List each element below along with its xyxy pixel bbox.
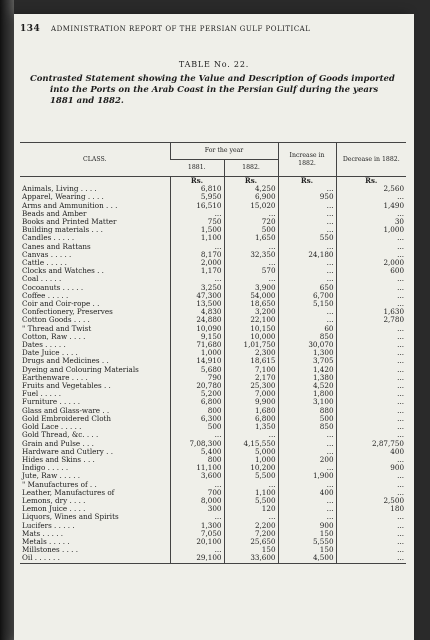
table-row <box>20 308 406 316</box>
value-1881-cell: 7,08,300 <box>170 440 224 448</box>
class-cell: Gold Embroidered Cloth <box>22 414 112 423</box>
decrease-cell: ... <box>336 292 406 300</box>
value-1882-cell: ... <box>224 259 278 267</box>
value-1881-cell: 300 <box>170 505 224 513</box>
class-cell: Cotton Goods . . . . <box>22 316 90 325</box>
class-cell: Jute, Raw . . . . . <box>22 472 81 481</box>
class-cell: Liquors, Wines and Spirits <box>22 513 119 522</box>
value-1881-cell: ... <box>170 243 224 251</box>
value-1882-cell: 22,100 <box>224 316 278 324</box>
value-1882-cell: ... <box>224 210 278 218</box>
table-row <box>20 497 406 505</box>
increase-cell: 1,300 <box>278 349 336 357</box>
increase-cell: ... <box>278 275 336 283</box>
decrease-cell: ... <box>336 349 406 357</box>
value-1881-cell: 29,100 <box>170 554 224 563</box>
col-header-class: CLASS. <box>20 143 170 177</box>
increase-cell: 30,070 <box>278 341 336 349</box>
decrease-cell: ... <box>336 538 406 546</box>
value-1881-cell: 700 <box>170 489 224 497</box>
value-1881-cell: ... <box>170 431 224 439</box>
value-1881-cell: 16,510 <box>170 202 224 210</box>
value-1882-cell: 1,650 <box>224 234 278 242</box>
increase-cell: ... <box>278 210 336 218</box>
increase-cell: 850 <box>278 423 336 431</box>
decrease-cell: ... <box>336 423 406 431</box>
value-1882-cell: 720 <box>224 218 278 226</box>
class-cell: Animals, Living . . . . <box>22 185 97 194</box>
value-1881-cell: 1,000 <box>170 349 224 357</box>
table-row <box>20 456 406 464</box>
class-cell: Cattle . . . . . <box>22 259 67 268</box>
table-row <box>20 234 406 242</box>
col-header-decrease: Decrease in 1882. <box>336 143 406 177</box>
increase-cell: 4,520 <box>278 382 336 390</box>
caption-line-2: into the Ports on the Arab Coast in the Persian Gulf during the years <box>50 85 379 95</box>
class-cell: Drugs and Medicines . . <box>22 357 109 366</box>
class-cell: Building materials . . . <box>22 226 103 235</box>
decrease-cell: ... <box>336 398 406 406</box>
value-1882-cell: 570 <box>224 267 278 275</box>
increase-cell: ... <box>278 308 336 316</box>
decrease-cell: ... <box>336 382 406 390</box>
class-cell: Fuel . . . . . <box>22 390 62 399</box>
value-1882-cell: 5,500 <box>224 472 278 480</box>
running-header-text: ADMINISTRATION REPORT OF THE PERSIAN GULF POLITICAL <box>51 25 311 33</box>
class-cell: Gold Lace . . . . . <box>22 423 82 432</box>
decrease-cell: ... <box>336 193 406 201</box>
value-1881-cell: 6,800 <box>170 398 224 406</box>
class-cell: Lemon Juice . . . . <box>22 505 86 514</box>
table-row <box>20 300 406 308</box>
value-1881-cell: 6,300 <box>170 415 224 423</box>
increase-cell: 3,705 <box>278 357 336 365</box>
increase-cell: 850 <box>278 333 336 341</box>
table-row <box>20 390 406 398</box>
document-page <box>14 14 414 640</box>
value-1881-cell: 1,170 <box>170 267 224 275</box>
value-1882-cell: 7,100 <box>224 366 278 374</box>
imports-table <box>20 142 406 564</box>
decrease-cell: ... <box>336 431 406 439</box>
table-row <box>20 259 406 267</box>
value-1882-cell: ... <box>224 243 278 251</box>
unit-cell-decrease: Rs. <box>336 177 406 186</box>
value-1882-cell: 1,01,750 <box>224 341 278 349</box>
value-1882-cell: 10,000 <box>224 333 278 341</box>
table-row <box>20 275 406 283</box>
decrease-cell: ... <box>336 374 406 382</box>
increase-cell: ... <box>278 505 336 513</box>
class-cell: Fruits and Vegetables . . <box>22 382 111 391</box>
decrease-cell: ... <box>336 366 406 374</box>
value-1881-cell: 5,200 <box>170 390 224 398</box>
class-cell: Confectionery, Preserves <box>22 308 113 317</box>
increase-cell: 5,550 <box>278 538 336 546</box>
class-cell: Clocks and Watches . . <box>22 267 104 276</box>
table-row <box>20 284 406 292</box>
value-1881-cell: 71,680 <box>170 341 224 349</box>
col-header-for-the-year: For the year <box>170 143 278 160</box>
value-1881-cell: 790 <box>170 374 224 382</box>
caption-line-3: 1881 and 1882. <box>50 96 124 106</box>
value-1882-cell: 18,615 <box>224 357 278 365</box>
table-row <box>20 210 406 218</box>
value-1881-cell: 750 <box>170 218 224 226</box>
value-1882-cell: ... <box>224 513 278 521</box>
class-cell: Dates . . . . . <box>22 341 66 350</box>
decrease-cell: ... <box>336 210 406 218</box>
value-1881-cell: 1,500 <box>170 226 224 234</box>
table-row <box>20 185 406 193</box>
value-1881-cell: 6,810 <box>170 185 224 193</box>
decrease-cell: ... <box>336 513 406 521</box>
value-1882-cell: 6,900 <box>224 193 278 201</box>
value-1882-cell: 6,800 <box>224 415 278 423</box>
class-cell: Apparel, Wearing . . . . <box>22 193 104 202</box>
decrease-cell: ... <box>336 530 406 538</box>
class-cell: Dyeing and Colouring Materials <box>22 365 139 374</box>
class-cell: Furniture . . . . . <box>22 398 81 407</box>
class-cell: " Thread and Twist <box>22 324 92 333</box>
class-cell: Cotton, Raw . . . . <box>22 332 86 341</box>
decrease-cell: ... <box>336 415 406 423</box>
table-row <box>20 431 406 439</box>
caption-line-1: Contrasted Statement showing the Value and Description of Goods imported <box>30 74 395 84</box>
decrease-cell: ... <box>336 251 406 259</box>
increase-cell: 150 <box>278 546 336 554</box>
table-row <box>20 415 406 423</box>
value-1882-cell: 9,900 <box>224 398 278 406</box>
col-header-1882: 1882. <box>224 160 278 177</box>
value-1881-cell: ... <box>170 275 224 283</box>
class-cell: Leather, Manufactures of <box>22 488 115 497</box>
value-1881-cell: 5,400 <box>170 448 224 456</box>
decrease-cell: ... <box>336 284 406 292</box>
value-1882-cell: 2,170 <box>224 374 278 382</box>
increase-cell: 24,180 <box>278 251 336 259</box>
class-cell: Metals . . . . . <box>22 537 70 546</box>
increase-cell: 6,700 <box>278 292 336 300</box>
increase-cell: 900 <box>278 522 336 530</box>
increase-cell: 4,500 <box>278 554 336 563</box>
decrease-cell: ... <box>336 472 406 480</box>
value-1881-cell: 1,300 <box>170 522 224 530</box>
value-1882-cell: ... <box>224 275 278 283</box>
decrease-cell: ... <box>336 325 406 333</box>
value-1882-cell: 54,000 <box>224 292 278 300</box>
value-1882-cell: 5,500 <box>224 497 278 505</box>
unit-cell-class <box>20 177 170 186</box>
value-1882-cell: 10,200 <box>224 464 278 472</box>
table-row <box>20 481 406 489</box>
table-row <box>20 505 406 513</box>
class-cell: Arms and Ammunition . . . <box>22 201 118 210</box>
table-row <box>20 489 406 497</box>
decrease-cell: ... <box>336 456 406 464</box>
decrease-cell: ... <box>336 481 406 489</box>
table-row <box>20 554 406 563</box>
col-header-1881: 1881. <box>170 160 224 177</box>
decrease-cell: 2,560 <box>336 185 406 193</box>
value-1881-cell: 47,300 <box>170 292 224 300</box>
table-row <box>20 464 406 472</box>
value-1882-cell: 2,300 <box>224 349 278 357</box>
decrease-cell: ... <box>336 357 406 365</box>
decrease-cell: ... <box>336 522 406 530</box>
table-row <box>20 366 406 374</box>
table-row <box>20 546 406 554</box>
col-header-increase: Increase in 1882. <box>278 143 336 177</box>
value-1882-cell: ... <box>224 431 278 439</box>
value-1882-cell: 5,000 <box>224 448 278 456</box>
increase-cell: 1,900 <box>278 472 336 480</box>
decrease-cell: ... <box>336 275 406 283</box>
value-1882-cell: 2,200 <box>224 522 278 530</box>
increase-cell: 60 <box>278 325 336 333</box>
class-cell: Canvas . . . . . <box>22 250 72 259</box>
table-row <box>20 349 406 357</box>
value-1882-cell: 25,650 <box>224 538 278 546</box>
increase-cell: ... <box>278 267 336 275</box>
value-1882-cell: ... <box>224 481 278 489</box>
value-1882-cell: 10,150 <box>224 325 278 333</box>
value-1882-cell: 33,600 <box>224 554 278 563</box>
increase-cell: ... <box>278 497 336 505</box>
value-1882-cell: 25,300 <box>224 382 278 390</box>
table-row <box>20 292 406 300</box>
increase-cell: ... <box>278 448 336 456</box>
table-caption <box>30 74 400 107</box>
table-row <box>20 538 406 546</box>
value-1881-cell: 20,780 <box>170 382 224 390</box>
decrease-cell: 900 <box>336 464 406 472</box>
value-1881-cell: 14,910 <box>170 357 224 365</box>
decrease-cell: 2,87,750 <box>336 440 406 448</box>
decrease-cell: ... <box>336 390 406 398</box>
table-row <box>20 218 406 226</box>
table-row <box>20 202 406 210</box>
table-row <box>20 513 406 521</box>
table-row <box>20 357 406 365</box>
value-1881-cell: 10,090 <box>170 325 224 333</box>
class-cell: " Manufactures of . . <box>22 480 97 489</box>
value-1881-cell: 800 <box>170 456 224 464</box>
increase-cell: ... <box>278 481 336 489</box>
value-1882-cell: 150 <box>224 546 278 554</box>
decrease-cell: ... <box>336 341 406 349</box>
class-cell: Gold Thread, &c. . . . <box>22 431 99 440</box>
value-1882-cell: 15,020 <box>224 202 278 210</box>
value-1881-cell: 2,000 <box>170 259 224 267</box>
decrease-cell: 2,000 <box>336 259 406 267</box>
table-row <box>20 382 406 390</box>
increase-cell: 5,150 <box>278 300 336 308</box>
increase-cell: 1,380 <box>278 374 336 382</box>
decrease-cell: 1,630 <box>336 308 406 316</box>
decrease-cell: 2,500 <box>336 497 406 505</box>
value-1881-cell: 11,100 <box>170 464 224 472</box>
decrease-cell: ... <box>336 546 406 554</box>
value-1881-cell: 7,050 <box>170 530 224 538</box>
decrease-cell: ... <box>336 243 406 251</box>
decrease-cell: ... <box>336 489 406 497</box>
value-1881-cell: ... <box>170 546 224 554</box>
unit-cell-1881: Rs. <box>170 177 224 186</box>
increase-cell: ... <box>278 243 336 251</box>
value-1881-cell: 800 <box>170 407 224 415</box>
class-cell: Coir and Coir-rope . . <box>22 300 100 309</box>
unit-cell-increase: Rs. <box>278 177 336 186</box>
value-1881-cell: 8,000 <box>170 497 224 505</box>
value-1882-cell: 1,000 <box>224 456 278 464</box>
table-row <box>20 530 406 538</box>
table-row <box>20 472 406 480</box>
class-cell: Canes and Rattans <box>22 242 91 251</box>
class-cell: Lemons, dry . . . . <box>22 496 86 505</box>
table-row <box>20 333 406 341</box>
value-1881-cell: 3,250 <box>170 284 224 292</box>
increase-cell: ... <box>278 218 336 226</box>
increase-cell: 400 <box>278 489 336 497</box>
table-row <box>20 251 406 259</box>
decrease-cell: 1,490 <box>336 202 406 210</box>
class-cell: Coffee . . . . . <box>22 291 69 300</box>
increase-cell: ... <box>278 431 336 439</box>
value-1882-cell: 1,350 <box>224 423 278 431</box>
increase-cell: ... <box>278 259 336 267</box>
increase-cell: 150 <box>278 530 336 538</box>
increase-cell: 650 <box>278 284 336 292</box>
value-1881-cell: 13,500 <box>170 300 224 308</box>
value-1881-cell: ... <box>170 513 224 521</box>
class-cell: Date Juice . . . . <box>22 349 78 358</box>
table-row <box>20 243 406 251</box>
class-cell: Hides and Skins . . . <box>22 455 95 464</box>
class-cell: Mats . . . . . <box>22 529 64 538</box>
value-1881-cell: 500 <box>170 423 224 431</box>
value-1881-cell: 3,600 <box>170 472 224 480</box>
decrease-cell: 2,780 <box>336 316 406 324</box>
increase-cell: 3,100 <box>278 398 336 406</box>
table-row <box>20 440 406 448</box>
value-1881-cell: 4,830 <box>170 308 224 316</box>
increase-cell: 500 <box>278 415 336 423</box>
table-row <box>20 267 406 275</box>
class-cell: Cocoanuts . . . . . <box>22 283 84 292</box>
decrease-cell: 600 <box>336 267 406 275</box>
decrease-cell: 1,000 <box>336 226 406 234</box>
class-cell: Glass and Glass-ware . . <box>22 406 110 415</box>
table-row <box>20 226 406 234</box>
page-number: 134 <box>20 24 41 34</box>
table-row <box>20 398 406 406</box>
value-1882-cell: 500 <box>224 226 278 234</box>
decrease-cell: ... <box>336 300 406 308</box>
decrease-cell: 30 <box>336 218 406 226</box>
class-cell: Indigo . . . . . <box>22 464 69 473</box>
value-1881-cell: 20,100 <box>170 538 224 546</box>
value-1882-cell: 4,250 <box>224 185 278 193</box>
value-1882-cell: 1,100 <box>224 489 278 497</box>
table-number: TABLE No. 22. <box>178 60 250 69</box>
class-cell: Hardware and Cutlery . . <box>22 447 114 456</box>
unit-cell-1882: Rs. <box>224 177 278 186</box>
table-row <box>20 193 406 201</box>
value-1881-cell: 9,150 <box>170 333 224 341</box>
class-cell: Beads and Amber <box>22 209 87 218</box>
increase-cell: ... <box>278 513 336 521</box>
increase-cell: ... <box>278 226 336 234</box>
decrease-cell: 400 <box>336 448 406 456</box>
class-cell: Millstones . . . . <box>22 546 79 555</box>
increase-cell: 1,800 <box>278 390 336 398</box>
table-row <box>20 341 406 349</box>
value-1881-cell: ... <box>170 481 224 489</box>
increase-cell: ... <box>278 185 336 193</box>
decrease-cell: ... <box>336 234 406 242</box>
value-1882-cell: 120 <box>224 505 278 513</box>
increase-cell: 550 <box>278 234 336 242</box>
increase-cell: ... <box>278 464 336 472</box>
class-cell: Coal . . . . . <box>22 275 62 284</box>
decrease-cell: 180 <box>336 505 406 513</box>
increase-cell: 1,420 <box>278 366 336 374</box>
decrease-cell: ... <box>336 554 406 563</box>
table-row <box>20 448 406 456</box>
class-cell: Books and Printed Matter <box>22 218 117 227</box>
table-row <box>20 423 406 431</box>
increase-cell: ... <box>278 440 336 448</box>
value-1882-cell: 3,200 <box>224 308 278 316</box>
value-1882-cell: 32,350 <box>224 251 278 259</box>
value-1882-cell: 7,000 <box>224 390 278 398</box>
table-row <box>20 374 406 382</box>
running-header <box>20 24 408 34</box>
decrease-cell: ... <box>336 407 406 415</box>
value-1881-cell: 5,680 <box>170 366 224 374</box>
book-spine-edge <box>0 0 14 640</box>
decrease-cell: ... <box>336 333 406 341</box>
value-1881-cell: 5,950 <box>170 193 224 201</box>
table-row <box>20 407 406 415</box>
increase-cell: 880 <box>278 407 336 415</box>
value-1882-cell: 7,200 <box>224 530 278 538</box>
table-row <box>20 325 406 333</box>
value-1881-cell: 8,170 <box>170 251 224 259</box>
value-1882-cell: 1,680 <box>224 407 278 415</box>
class-cell: Oil . . . . . . <box>20 554 170 563</box>
value-1882-cell: 3,900 <box>224 284 278 292</box>
class-cell: Candles . . . . . <box>22 234 75 243</box>
value-1882-cell: 4,15,550 <box>224 440 278 448</box>
table-row <box>20 316 406 324</box>
class-cell: Lucifers . . . . . <box>22 521 75 530</box>
increase-cell: 200 <box>278 456 336 464</box>
value-1881-cell: 1,100 <box>170 234 224 242</box>
increase-cell: 950 <box>278 193 336 201</box>
value-1881-cell: 24,880 <box>170 316 224 324</box>
table-row <box>20 522 406 530</box>
value-1882-cell: 18,650 <box>224 300 278 308</box>
class-cell: Earthenware . . . . <box>22 373 88 382</box>
unit-row <box>20 177 406 186</box>
increase-cell: ... <box>278 202 336 210</box>
increase-cell: ... <box>278 316 336 324</box>
value-1881-cell: ... <box>170 210 224 218</box>
class-cell: Grain and Pulse . . . <box>22 439 94 448</box>
